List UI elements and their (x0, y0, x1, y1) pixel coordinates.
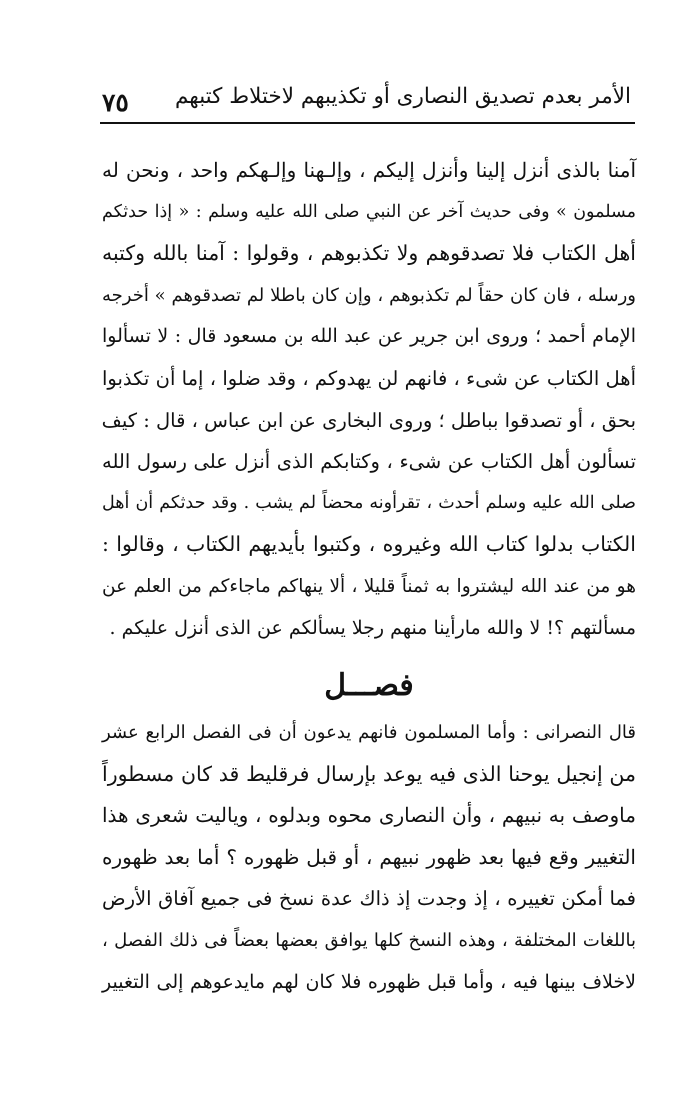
text-line: فما أمكن تغييره ، إذ وجدت إذ ذاك عدة نسخ فى جميع آفاق الأرض (102, 887, 636, 911)
text-line: لاخلاف بينها فيه ، وأما قبل ظهوره فلا كان لهم مايدعوهم إلى التغيير (102, 970, 636, 993)
text-line: أهل الكتاب عن شىء ، فانهم لن يهدوكم ، وقد ضلوا ، إما أن تكذبوا (102, 366, 636, 390)
text-block-1 (102, 150, 636, 649)
text-line: مسألتهم ؟! لا والله مارأينا منهم رجلا يسألكم عن الذى أنزل عليكم . (109, 616, 636, 639)
page-number: ٧٥ (102, 88, 129, 117)
text-line: باللغات المختلفة ، وهذه النسخ كلها يوافق بعضها بعضاً فى ذلك الفصل ، (102, 929, 636, 951)
running-title: الأمر بعدم تصديق النصارى أو تكذيبهم لاختلاط كتبهم (174, 84, 631, 109)
page-header (100, 72, 635, 124)
text-line: مسلمون » وفى حديث آخر عن النبي صلى الله عليه وسلم : « إذا حدثكم (102, 201, 636, 222)
text-line: الكتاب بدلوا كتاب الله وغيروه ، وكتبوا بأيديهم الكتاب ، وقالوا : (102, 532, 636, 557)
text-line: صلى الله عليه وسلم أحدث ، تقرأونه محضاً لم يشب . وقد حدثكم أن أهل (102, 492, 636, 513)
text-line: الإمام أحمد ؛ وروى ابن جرير عن عبد الله بن مسعود قال : لا تسألوا (102, 325, 636, 348)
text-line: التغيير وقع فيها بعد ظهور نبيهم ، أو قبل ظهوره ؟ أما بعد ظهوره (102, 844, 636, 869)
text-line: من إنجيل يوحنا الذى فيه يوعد بإرسال فرقليط قد كان مسطوراً (102, 761, 636, 786)
text-line: ماوصف به نبيهم ، وأن النصارى محوه وبدلوه ، وياليت شعرى هذا (102, 803, 636, 828)
text-line: هو من عند الله ليشتروا به ثمناً قليلا ، ألا ينهاكم ماجاءكم من العلم عن (102, 575, 636, 597)
text-line: ورسله ، فان كان حقاً لم تكذبوهم ، وإن كان باطلا لم تصدقوهم » أخرجه (102, 284, 636, 306)
text-line: بحق ، أو تصدقوا بباطل ؛ وروى البخارى عن ابن عباس ، قال : كيف (101, 408, 636, 432)
text-line: تسألون أهل الكتاب عن شىء ، وكتابكم الذى أنزل على رسول الله (102, 450, 636, 474)
section-heading: فصـــل (324, 668, 414, 703)
text-line: آمنا بالذى أنزل إلينا وأنزل إليكم ، وإلـهنا وإلـهكم واحد ، ونحن له (102, 158, 636, 182)
text-block-2 (102, 712, 636, 1003)
header-rule (100, 122, 635, 124)
text-line: قال النصرانى : وأما المسلمون فانهم يدعون أن فى الفصل الرابع عشر (102, 722, 636, 743)
text-line: أهل الكتاب فلا تصدقوهم ولا تكذبوهم ، وقولوا : آمنا بالله وكتبه (102, 241, 636, 266)
